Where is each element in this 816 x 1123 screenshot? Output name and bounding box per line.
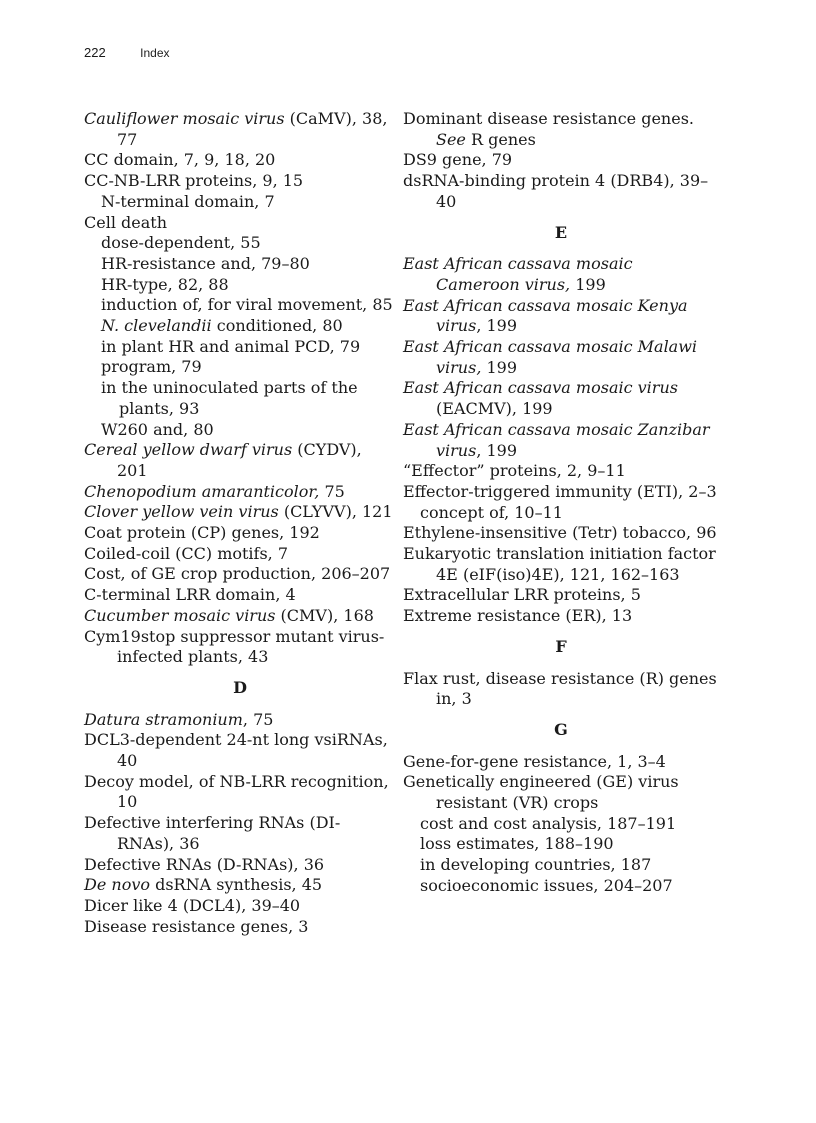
entry-text: , 199 (476, 440, 518, 460)
entry-text: cost and cost analysis, 187–191 (420, 813, 677, 833)
entry-text: in developing countries, 187 (420, 855, 652, 875)
index-entry (403, 752, 719, 773)
entry-text: Cost, of GE crop production, 206–207 (84, 564, 391, 584)
index-subentry (84, 316, 396, 337)
entry-text: Extracellular LRR proteins, 5 (403, 585, 641, 605)
index-entry (84, 606, 396, 627)
index-entry (403, 337, 719, 378)
index-entry (403, 171, 719, 212)
entry-text: Cym19stop suppressor mutant virus-infected plants, 43 (84, 626, 385, 667)
entry-text: Coiled-coil (CC) motifs, 7 (84, 543, 289, 563)
index-column-right (403, 109, 719, 897)
entry-text: Cell death (84, 212, 168, 232)
section-letter: D (233, 677, 247, 697)
entry-text: concept of, 10–11 (420, 502, 563, 522)
index-subentry (84, 337, 396, 358)
entry-text: Gene-for-gene resistance, 1, 3–4 (403, 751, 666, 771)
page-number: 222 (84, 45, 106, 60)
entry-text: Chenopodium amaranticolor, (84, 481, 320, 501)
index-entry (84, 523, 396, 544)
index-subentry (84, 233, 396, 254)
entry-text: Decoy model, of NB-LRR recognition, 10 (84, 771, 389, 812)
entry-text: N-terminal domain, 7 (101, 191, 275, 211)
entry-text: East African cassava mosaic Malawi virus, (403, 337, 698, 377)
index-entry (84, 440, 396, 481)
entry-text: (CLYVV), 121 (278, 502, 393, 522)
index-entry (84, 171, 396, 192)
entry-text: East African cassava mosaic Kenya virus (403, 295, 688, 336)
section-letter: G (554, 719, 568, 739)
entry-text: 199 (570, 274, 606, 294)
entry-text: Cauliflower mosaic virus (84, 109, 285, 128)
entry-text: DCL3-dependent 24-nt long vsiRNAs, 40 (84, 730, 388, 771)
index-entry (403, 669, 719, 710)
entry-text: , 199 (476, 316, 518, 336)
index-entry (84, 150, 396, 171)
index-entry (403, 420, 719, 461)
index-entry (403, 109, 719, 150)
entry-text: socioeconomic issues, 204–207 (420, 875, 673, 895)
entry-text: Flax rust, disease resistance (R) genes in, 3 (403, 668, 717, 709)
running-head (84, 44, 170, 62)
index-entry (403, 378, 719, 419)
index-entry (84, 109, 396, 150)
entry-text: Clover yellow vein virus (84, 502, 279, 522)
section-letter: E (554, 222, 568, 242)
index-entry (84, 813, 396, 854)
index-entry (403, 523, 719, 544)
entry-text: (CaMV), 38, 77 (117, 109, 388, 149)
entry-text: Dicer like 4 (DCL4), 39–40 (84, 896, 301, 915)
entry-text: Ethylene-insensitive (Tetr) tobacco, 96 (403, 523, 717, 543)
index-subentry (84, 378, 396, 419)
index-column-left (84, 109, 396, 937)
entry-text: Effector-triggered immunity (ETI), 2–3 (403, 481, 717, 501)
index-entry (84, 917, 396, 938)
entry-text: (CMV), 168 (275, 605, 374, 625)
entry-text: DS9 gene, 79 (403, 150, 513, 170)
index-entry (84, 896, 396, 917)
entry-text: Dominant disease resistance genes. (403, 109, 694, 128)
index-subentry (403, 876, 719, 897)
index-entry (84, 585, 396, 606)
entry-text: See (436, 129, 466, 149)
entry-text: Eukaryotic translation initiation factor 4E (eIF(iso)4E), 121, 162–163 (403, 544, 716, 584)
entry-text: Disease resistance genes, 3 (84, 916, 309, 936)
index-subentry (403, 855, 719, 876)
entry-text: Datura stramonium (84, 709, 243, 729)
entry-text: Coat protein (CP) genes, 192 (84, 523, 320, 543)
entry-text: Defective interfering RNAs (DI-RNAs), 36 (84, 813, 341, 853)
index-entry (403, 296, 719, 337)
index-entry (403, 254, 719, 295)
index-subentry (84, 254, 396, 275)
entry-text: dose-dependent, 55 (101, 233, 261, 253)
index-entry (84, 772, 396, 813)
index-entry (84, 710, 396, 731)
index-entry (84, 627, 396, 668)
index-subentry (84, 275, 396, 296)
index-entry (84, 855, 396, 876)
entry-text: Genetically engineered (GE) virus resistant (VR) crops (403, 772, 679, 813)
index-entry (403, 461, 719, 482)
running-head-title: Index (140, 46, 170, 60)
entry-text: CC-NB-LRR proteins, 9, 15 (84, 171, 304, 191)
entry-text: (EACMV), 199 (436, 399, 553, 419)
entry-text: East African cassava mosaic Zanzibar virus (403, 419, 710, 460)
entry-text: “Effector” proteins, 2, 9–11 (403, 461, 626, 481)
entry-text: induction of, for viral movement, 85 (101, 295, 393, 315)
entry-text: in plant HR and animal PCD, 79 (101, 336, 361, 356)
entry-text: HR-type, 82, 88 (101, 274, 229, 294)
index-subentry (84, 192, 396, 213)
entry-text: program, 79 (101, 357, 202, 377)
index-entry (403, 606, 719, 627)
entry-text: 75 (319, 481, 345, 501)
entry-text: dsRNA synthesis, 45 (150, 875, 323, 895)
index-entry (403, 585, 719, 606)
index-entry (403, 482, 719, 503)
entry-text: (CYDV), 201 (117, 440, 362, 480)
index-entry (84, 213, 396, 234)
entry-text: R genes (465, 129, 536, 149)
index-entry (84, 564, 396, 585)
index-entry (84, 544, 396, 565)
entry-text: East African cassava mosaic Cameroon virus, (403, 254, 633, 294)
entry-text: N. clevelandii (101, 316, 212, 336)
index-entry (84, 730, 396, 771)
entry-text: W260 and, 80 (101, 419, 214, 439)
entry-text: 199 (481, 357, 518, 377)
entry-text: dsRNA-binding protein 4 (DRB4), 39–40 (403, 171, 709, 211)
index-subentry (84, 295, 396, 316)
entry-text: Cucumber mosaic virus (84, 605, 276, 625)
entry-text: HR-resistance and, 79–80 (101, 253, 310, 273)
entry-text: conditioned, 80 (211, 316, 343, 336)
entry-text: Cereal yellow dwarf virus (84, 440, 293, 460)
entry-text: C-terminal LRR domain, 4 (84, 585, 296, 605)
index-entry (403, 150, 719, 171)
index-subentry (403, 834, 719, 855)
index-subentry (84, 420, 396, 441)
index-subentry (84, 357, 396, 378)
index-entry (84, 502, 396, 523)
entry-text: CC domain, 7, 9, 18, 20 (84, 150, 276, 170)
index-entry (403, 544, 719, 585)
entry-text: in the uninoculated parts of the plants, 93 (101, 378, 358, 418)
index-subentry (403, 503, 719, 524)
entry-text: Defective RNAs (D-RNAs), 36 (84, 854, 325, 874)
entry-text: East African cassava mosaic virus (403, 378, 678, 398)
index-entry (403, 772, 719, 813)
entry-text: Extreme resistance (ER), 13 (403, 606, 633, 626)
entry-text: De novo (84, 875, 150, 895)
index-subentry (403, 814, 719, 835)
section-letter: F (555, 636, 567, 656)
index-entry (84, 875, 396, 896)
entry-text: , 75 (242, 709, 274, 729)
index-entry (84, 482, 396, 503)
entry-text: loss estimates, 188–190 (420, 834, 614, 854)
